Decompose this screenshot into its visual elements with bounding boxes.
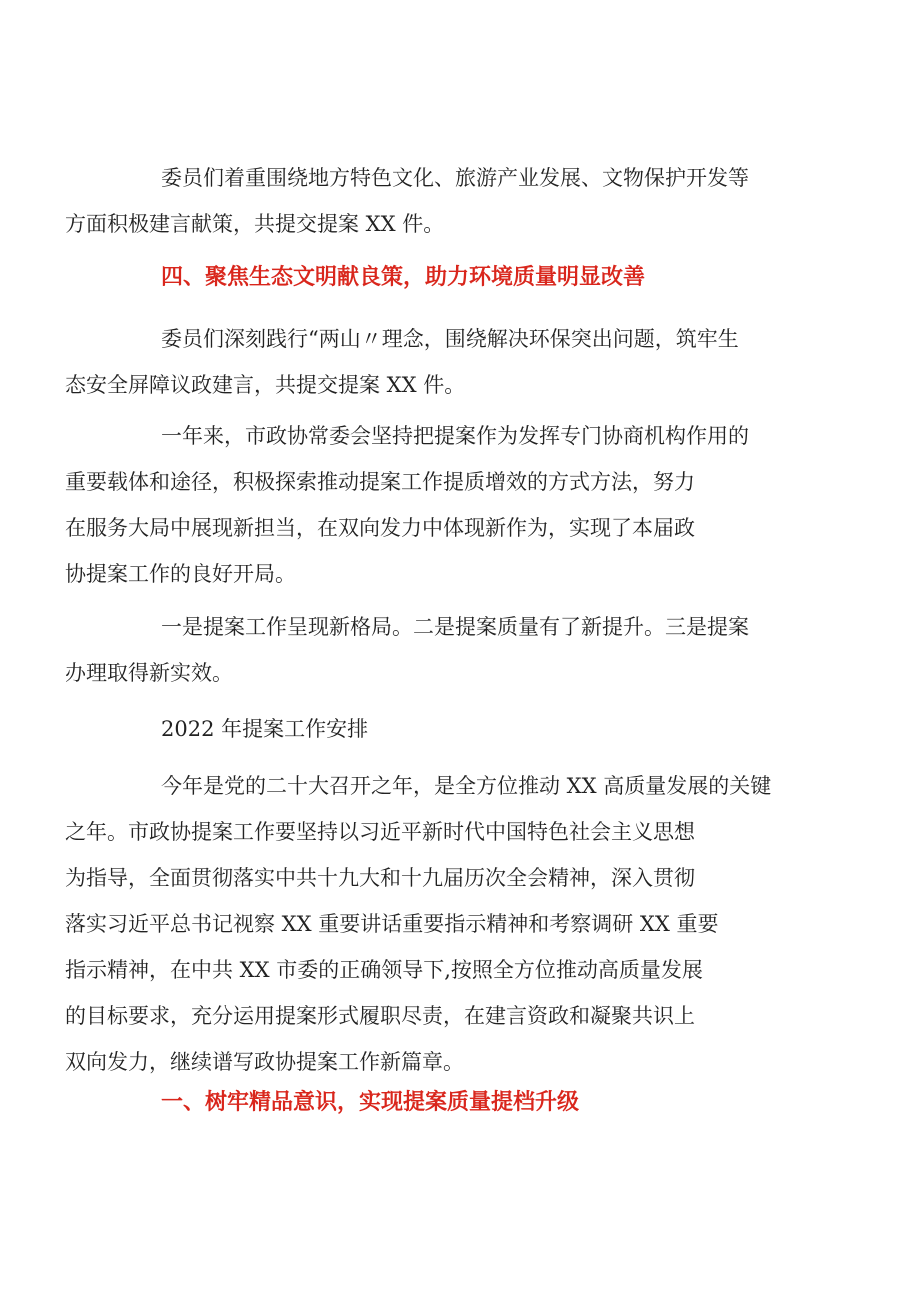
paragraph-line: 办理取得新实效。 bbox=[65, 661, 233, 685]
paragraph-line: 重要载体和途径，积极探索推动提案工作提质增效的方式方法，努力 bbox=[65, 470, 695, 494]
section-heading-ecology: 四、聚焦生态文明献良策，助力环境质量明显改善 bbox=[161, 265, 646, 290]
paragraph-line: 为指导，全面贯彻落实中共十九大和十九届历次全会精神，深入贯彻 bbox=[65, 866, 695, 890]
paragraph-tourism-culture bbox=[65, 155, 817, 247]
paragraph-line: 委员们深刻践行“两山〃理念，围绕解决环保突出问题，筑牢生 bbox=[161, 327, 739, 351]
section-heading-quality: 一、树牢精品意识，实现提案质量提档升级 bbox=[161, 1090, 580, 1115]
paragraph-line: 在服务大局中展现新担当，在双向发力中体现新作为，实现了本届政 bbox=[65, 516, 695, 540]
paragraph-year-summary bbox=[65, 413, 817, 597]
paragraph-line: 协提案工作的良好开局。 bbox=[65, 562, 296, 586]
paragraph-line: 委员们着重围绕地方特色文化、旅游产业发展、文物保护开发等 bbox=[161, 166, 749, 190]
paragraph-achievements bbox=[65, 604, 817, 696]
paragraph-line: 之年。市政协提案工作要坚持以习近平新时代中国特色社会主义思想 bbox=[65, 820, 695, 844]
paragraph-line: 的目标要求，充分运用提案形式履职尽责，在建言资政和凝聚共识上 bbox=[65, 1004, 695, 1028]
paragraph-line: 今年是党的二十大召开之年，是全方位推动 XX 高质量发展的关键 bbox=[161, 774, 772, 798]
paragraph-line: 一是提案工作呈现新格局。二是提案质量有了新提升。三是提案 bbox=[161, 615, 749, 639]
paragraph-line: 落实习近平总书记视察 XX 重要讲话重要指示精神和考察调研 XX 重要 bbox=[65, 912, 719, 936]
paragraph-line: 双向发力，继续谱写政协提案工作新篇章。 bbox=[65, 1050, 464, 1074]
subtitle-2022-plan: 2022 年提案工作安排 bbox=[161, 717, 369, 741]
paragraph-ecology bbox=[65, 316, 817, 408]
paragraph-2022-plan bbox=[65, 763, 817, 1085]
paragraph-line: 一年来，市政协常委会坚持把提案作为发挥专门协商机构作用的 bbox=[161, 424, 749, 448]
paragraph-line: 态安全屏障议政建言，共提交提案 XX 件。 bbox=[65, 373, 466, 397]
paragraph-line: 指示精神，在中共 XX 市委的正确领导下,按照全方位推动高质量发展 bbox=[65, 958, 703, 982]
paragraph-line: 方面积极建言献策，共提交提案 XX 件。 bbox=[65, 212, 445, 236]
